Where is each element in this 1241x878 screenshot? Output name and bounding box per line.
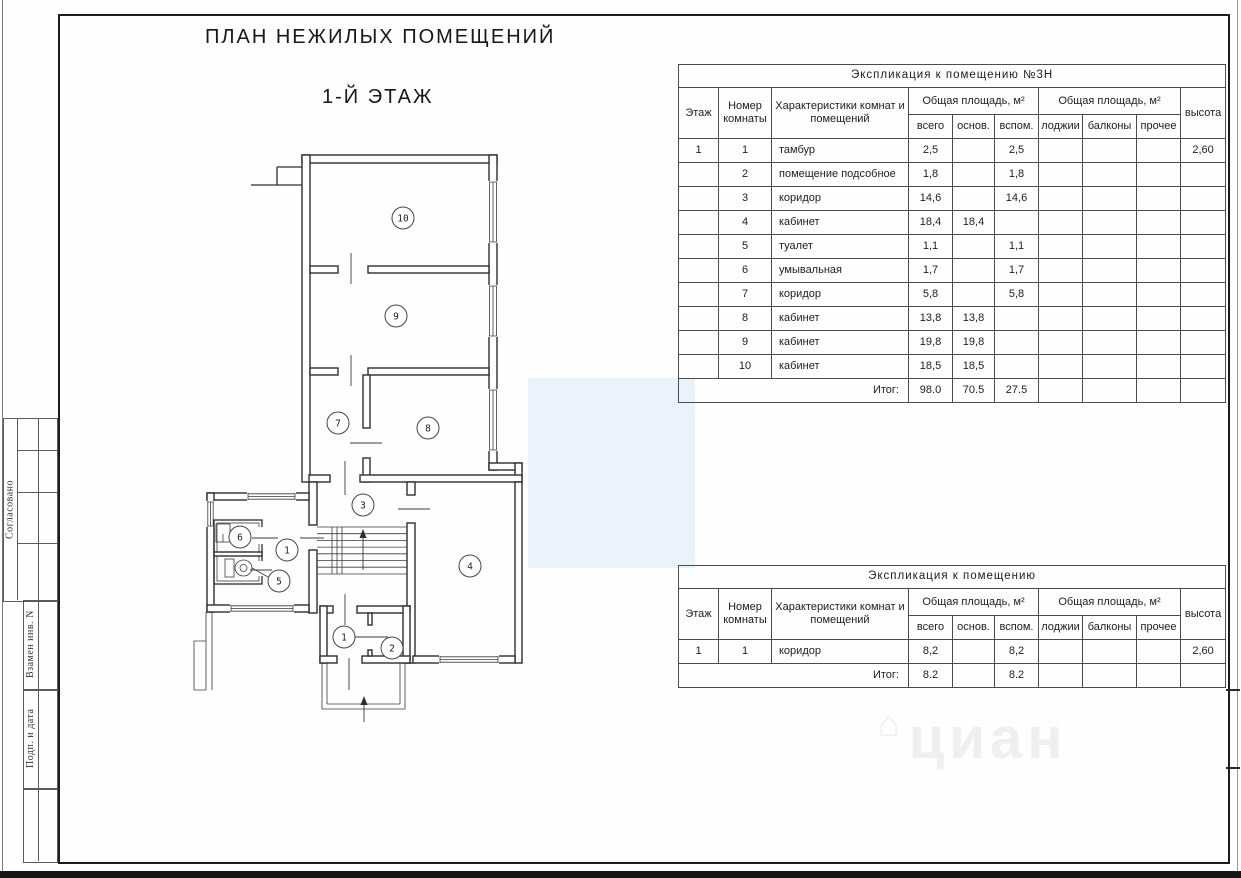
total-label: Итог: xyxy=(679,664,909,688)
stamp-divider xyxy=(17,543,57,544)
table-cell xyxy=(1039,664,1083,688)
table-title: Экспликация к помещению xyxy=(679,566,1226,589)
table-cell: 1,1 xyxy=(909,235,953,259)
side-porch xyxy=(194,612,212,690)
table-cell xyxy=(1137,331,1181,355)
table-cell xyxy=(1083,163,1137,187)
table-cell: 9 xyxy=(719,331,772,355)
table-cell xyxy=(953,640,995,664)
col-header: Номер комнаты xyxy=(719,88,772,139)
col-header: Этаж xyxy=(679,88,719,139)
col-header: вспом. xyxy=(995,616,1039,640)
table-cell xyxy=(1083,211,1137,235)
table-cell: 1,7 xyxy=(909,259,953,283)
col-header-group: Общая площадь, м² xyxy=(909,589,1039,616)
table-total-row xyxy=(679,379,1226,403)
room-number-label: 4 xyxy=(467,561,473,573)
room-number-label: 8 xyxy=(425,423,431,435)
col-header: Этаж xyxy=(679,589,719,640)
table-cell xyxy=(1083,640,1137,664)
table-cell xyxy=(995,307,1039,331)
table-cell xyxy=(1083,379,1137,403)
table-cell xyxy=(679,187,719,211)
table-row xyxy=(679,355,1226,379)
table-cell: 1 xyxy=(679,139,719,163)
table-cell: туалет xyxy=(772,235,909,259)
table-cell xyxy=(679,307,719,331)
table-cell xyxy=(1181,163,1226,187)
table-row xyxy=(679,211,1226,235)
table-cell: 2,60 xyxy=(1181,640,1226,664)
table-cell xyxy=(1039,163,1083,187)
table-body xyxy=(679,139,1226,403)
table-cell: коридор xyxy=(772,640,909,664)
table-cell: 3 xyxy=(719,187,772,211)
table-cell xyxy=(1039,379,1083,403)
table-cell xyxy=(1137,259,1181,283)
watermark-text: циан xyxy=(908,705,1068,771)
room-number-label: 6 xyxy=(237,532,243,544)
table-cell: 98.0 xyxy=(909,379,953,403)
col-header: балконы xyxy=(1083,616,1137,640)
floor-subtitle: 1-Й ЭТАЖ xyxy=(322,86,434,108)
table-cell xyxy=(679,211,719,235)
table-cell: кабинет xyxy=(772,211,909,235)
table-cell: кабинет xyxy=(772,355,909,379)
toilet-fixture-icon xyxy=(225,559,252,577)
table-cell: кабинет xyxy=(772,307,909,331)
table-cell: коридор xyxy=(772,187,909,211)
staircase xyxy=(317,527,407,574)
table-row xyxy=(679,163,1226,187)
col-header-group: Общая площадь, м² xyxy=(1039,88,1181,115)
table-cell: 2,60 xyxy=(1181,139,1226,163)
table-cell xyxy=(1039,331,1083,355)
col-header: высота xyxy=(1181,88,1226,139)
table-cell xyxy=(1137,235,1181,259)
table-cell: 1,1 xyxy=(995,235,1039,259)
table-cell: 5 xyxy=(719,235,772,259)
table-cell: 19,8 xyxy=(909,331,953,355)
table-cell: 27.5 xyxy=(995,379,1039,403)
table-cell: 14,6 xyxy=(909,187,953,211)
table-row xyxy=(679,259,1226,283)
table-cell xyxy=(1039,640,1083,664)
room-number-label: 5 xyxy=(276,576,282,588)
table-cell xyxy=(1137,307,1181,331)
table-cell: 18,5 xyxy=(909,355,953,379)
table-cell xyxy=(1039,211,1083,235)
table-cell: 2,5 xyxy=(909,139,953,163)
col-header: высота xyxy=(1181,589,1226,640)
table-cell: 8.2 xyxy=(909,664,953,688)
table-cell xyxy=(1181,211,1226,235)
col-header: вспом. xyxy=(995,115,1039,139)
table-cell xyxy=(1181,331,1226,355)
table-cell xyxy=(1083,139,1137,163)
table-cell xyxy=(1181,664,1226,688)
table-cell xyxy=(1181,379,1226,403)
stamp-label-sign-date: Подп. и дата xyxy=(25,708,36,769)
room-number-labels xyxy=(229,207,481,659)
sink-fixture-icon xyxy=(216,524,230,542)
col-header: балконы xyxy=(1083,115,1137,139)
table-cell xyxy=(1039,235,1083,259)
table-cell xyxy=(1083,235,1137,259)
frame-tick-mark xyxy=(1226,767,1240,769)
col-header: всего xyxy=(909,616,953,640)
room-number-label: 1 xyxy=(341,632,347,644)
table-cell xyxy=(1083,307,1137,331)
table-cell: кабинет xyxy=(772,331,909,355)
table-row xyxy=(679,235,1226,259)
stamp-label-approved: Согласовано xyxy=(4,479,16,539)
table-cell: 8,2 xyxy=(909,640,953,664)
table-cell: 1,8 xyxy=(995,163,1039,187)
table-cell xyxy=(1083,331,1137,355)
floor-plan-drawing xyxy=(185,135,540,735)
table-cell: коридор xyxy=(772,283,909,307)
table-cell xyxy=(995,331,1039,355)
table-row xyxy=(679,640,1226,664)
col-header: Характеристики комнат и помещений xyxy=(772,88,909,139)
table-cell xyxy=(1083,283,1137,307)
frame-tick-mark xyxy=(1226,689,1240,691)
table-cell xyxy=(1137,379,1181,403)
table-cell: 19,8 xyxy=(953,331,995,355)
table-cell xyxy=(1039,259,1083,283)
explication-table-3n xyxy=(678,64,1226,403)
table-cell xyxy=(995,355,1039,379)
sheet-edge-right xyxy=(1237,0,1238,871)
table-cell xyxy=(1039,283,1083,307)
table-cell xyxy=(1039,187,1083,211)
table-cell: 5,8 xyxy=(995,283,1039,307)
table-cell: тамбур xyxy=(772,139,909,163)
table-cell xyxy=(679,283,719,307)
house-icon: ⌂ xyxy=(878,703,905,744)
stamp-divider xyxy=(17,418,18,600)
col-header-group: Общая площадь, м² xyxy=(1039,589,1181,616)
table-cell xyxy=(1181,259,1226,283)
col-header-group: Общая площадь, м² xyxy=(909,88,1039,115)
table-cell xyxy=(953,163,995,187)
table-cell xyxy=(953,664,995,688)
page-title: ПЛАН НЕЖИЛЫХ ПОМЕЩЕНИЙ xyxy=(205,26,556,48)
table-cell xyxy=(953,139,995,163)
stamp-divider xyxy=(17,450,57,451)
table-cell: 13,8 xyxy=(953,307,995,331)
table-cell: 1 xyxy=(719,139,772,163)
explication-table-corridor xyxy=(678,565,1226,688)
scan-tint-artifact xyxy=(528,378,695,568)
table-cell: умывальная xyxy=(772,259,909,283)
table-row xyxy=(679,307,1226,331)
room-number-label: 7 xyxy=(335,418,341,430)
col-header: основ. xyxy=(953,616,995,640)
table-cell xyxy=(679,331,719,355)
table-cell xyxy=(1137,211,1181,235)
table-cell xyxy=(1137,640,1181,664)
table-body xyxy=(679,640,1226,688)
table-cell: 1 xyxy=(679,640,719,664)
table-cell xyxy=(1137,139,1181,163)
col-header: прочее xyxy=(1137,616,1181,640)
table-cell: 4 xyxy=(719,211,772,235)
table-row xyxy=(679,283,1226,307)
col-header: лоджии xyxy=(1039,616,1083,640)
table-cell: 1,8 xyxy=(909,163,953,187)
col-header: прочее xyxy=(1137,115,1181,139)
stamp-divider xyxy=(17,492,57,493)
table-cell xyxy=(1137,163,1181,187)
table-cell xyxy=(1181,187,1226,211)
table-cell: 14,6 xyxy=(995,187,1039,211)
table-cell xyxy=(1181,307,1226,331)
table-cell xyxy=(1039,139,1083,163)
table-cell xyxy=(1137,664,1181,688)
col-header: Характеристики комнат и помещений xyxy=(772,589,909,640)
stamp-label-replaced-inv: Взамен инв. N xyxy=(25,610,36,679)
table-cell: 70.5 xyxy=(953,379,995,403)
col-header: лоджии xyxy=(1039,115,1083,139)
table-cell xyxy=(1083,259,1137,283)
table-cell xyxy=(1181,235,1226,259)
table-cell: 8 xyxy=(719,307,772,331)
room-number-label: 3 xyxy=(360,500,366,512)
table-total-row xyxy=(679,664,1226,688)
table-cell: 2 xyxy=(719,163,772,187)
table-cell: 18,5 xyxy=(953,355,995,379)
table-cell: 7 xyxy=(719,283,772,307)
stamp-empty-box xyxy=(23,788,58,863)
table-cell: 6 xyxy=(719,259,772,283)
sheet-edge-bottom xyxy=(0,871,1241,878)
table-cell xyxy=(1181,283,1226,307)
table-cell xyxy=(1181,355,1226,379)
col-header: Номер комнаты xyxy=(719,589,772,640)
table-cell: 8.2 xyxy=(995,664,1039,688)
table-cell xyxy=(1039,355,1083,379)
table-cell: 2,5 xyxy=(995,139,1039,163)
table-cell xyxy=(953,235,995,259)
table-cell: 8,2 xyxy=(995,640,1039,664)
table-cell: 18,4 xyxy=(909,211,953,235)
table-cell xyxy=(679,259,719,283)
col-header: всего xyxy=(909,115,953,139)
table-row xyxy=(679,187,1226,211)
table-cell: 1,7 xyxy=(995,259,1039,283)
table-cell xyxy=(679,163,719,187)
windows xyxy=(206,181,499,664)
room-number-label: 9 xyxy=(393,311,399,323)
table-cell xyxy=(953,187,995,211)
total-label: Итог: xyxy=(679,379,909,403)
watermark xyxy=(878,692,1178,784)
table-cell xyxy=(953,283,995,307)
table-cell: 18,4 xyxy=(953,211,995,235)
table-row xyxy=(679,331,1226,355)
table-cell xyxy=(1083,664,1137,688)
room-number-label: 1 xyxy=(284,545,290,557)
table-title: Экспликация к помещению №3Н xyxy=(679,65,1226,88)
table-cell xyxy=(953,259,995,283)
table-cell: 5,8 xyxy=(909,283,953,307)
table-row xyxy=(679,139,1226,163)
table-cell: 10 xyxy=(719,355,772,379)
table-cell xyxy=(1137,355,1181,379)
table-cell xyxy=(1083,355,1137,379)
col-header: основ. xyxy=(953,115,995,139)
room-number-label: 2 xyxy=(389,643,395,655)
room-number-label: 10 xyxy=(397,213,409,225)
stairs-up-arrow-icon xyxy=(360,529,367,570)
table-cell xyxy=(1039,307,1083,331)
table-cell: 13,8 xyxy=(909,307,953,331)
table-cell: 1 xyxy=(719,640,772,664)
table-cell xyxy=(679,355,719,379)
walls xyxy=(207,155,522,663)
wall-stub xyxy=(251,167,302,185)
table-cell: помещение подсобное xyxy=(772,163,909,187)
table-cell xyxy=(1137,187,1181,211)
entrance-porch xyxy=(322,663,405,722)
table-cell xyxy=(679,235,719,259)
table-cell xyxy=(1083,187,1137,211)
table-cell xyxy=(995,211,1039,235)
table-cell xyxy=(1137,283,1181,307)
